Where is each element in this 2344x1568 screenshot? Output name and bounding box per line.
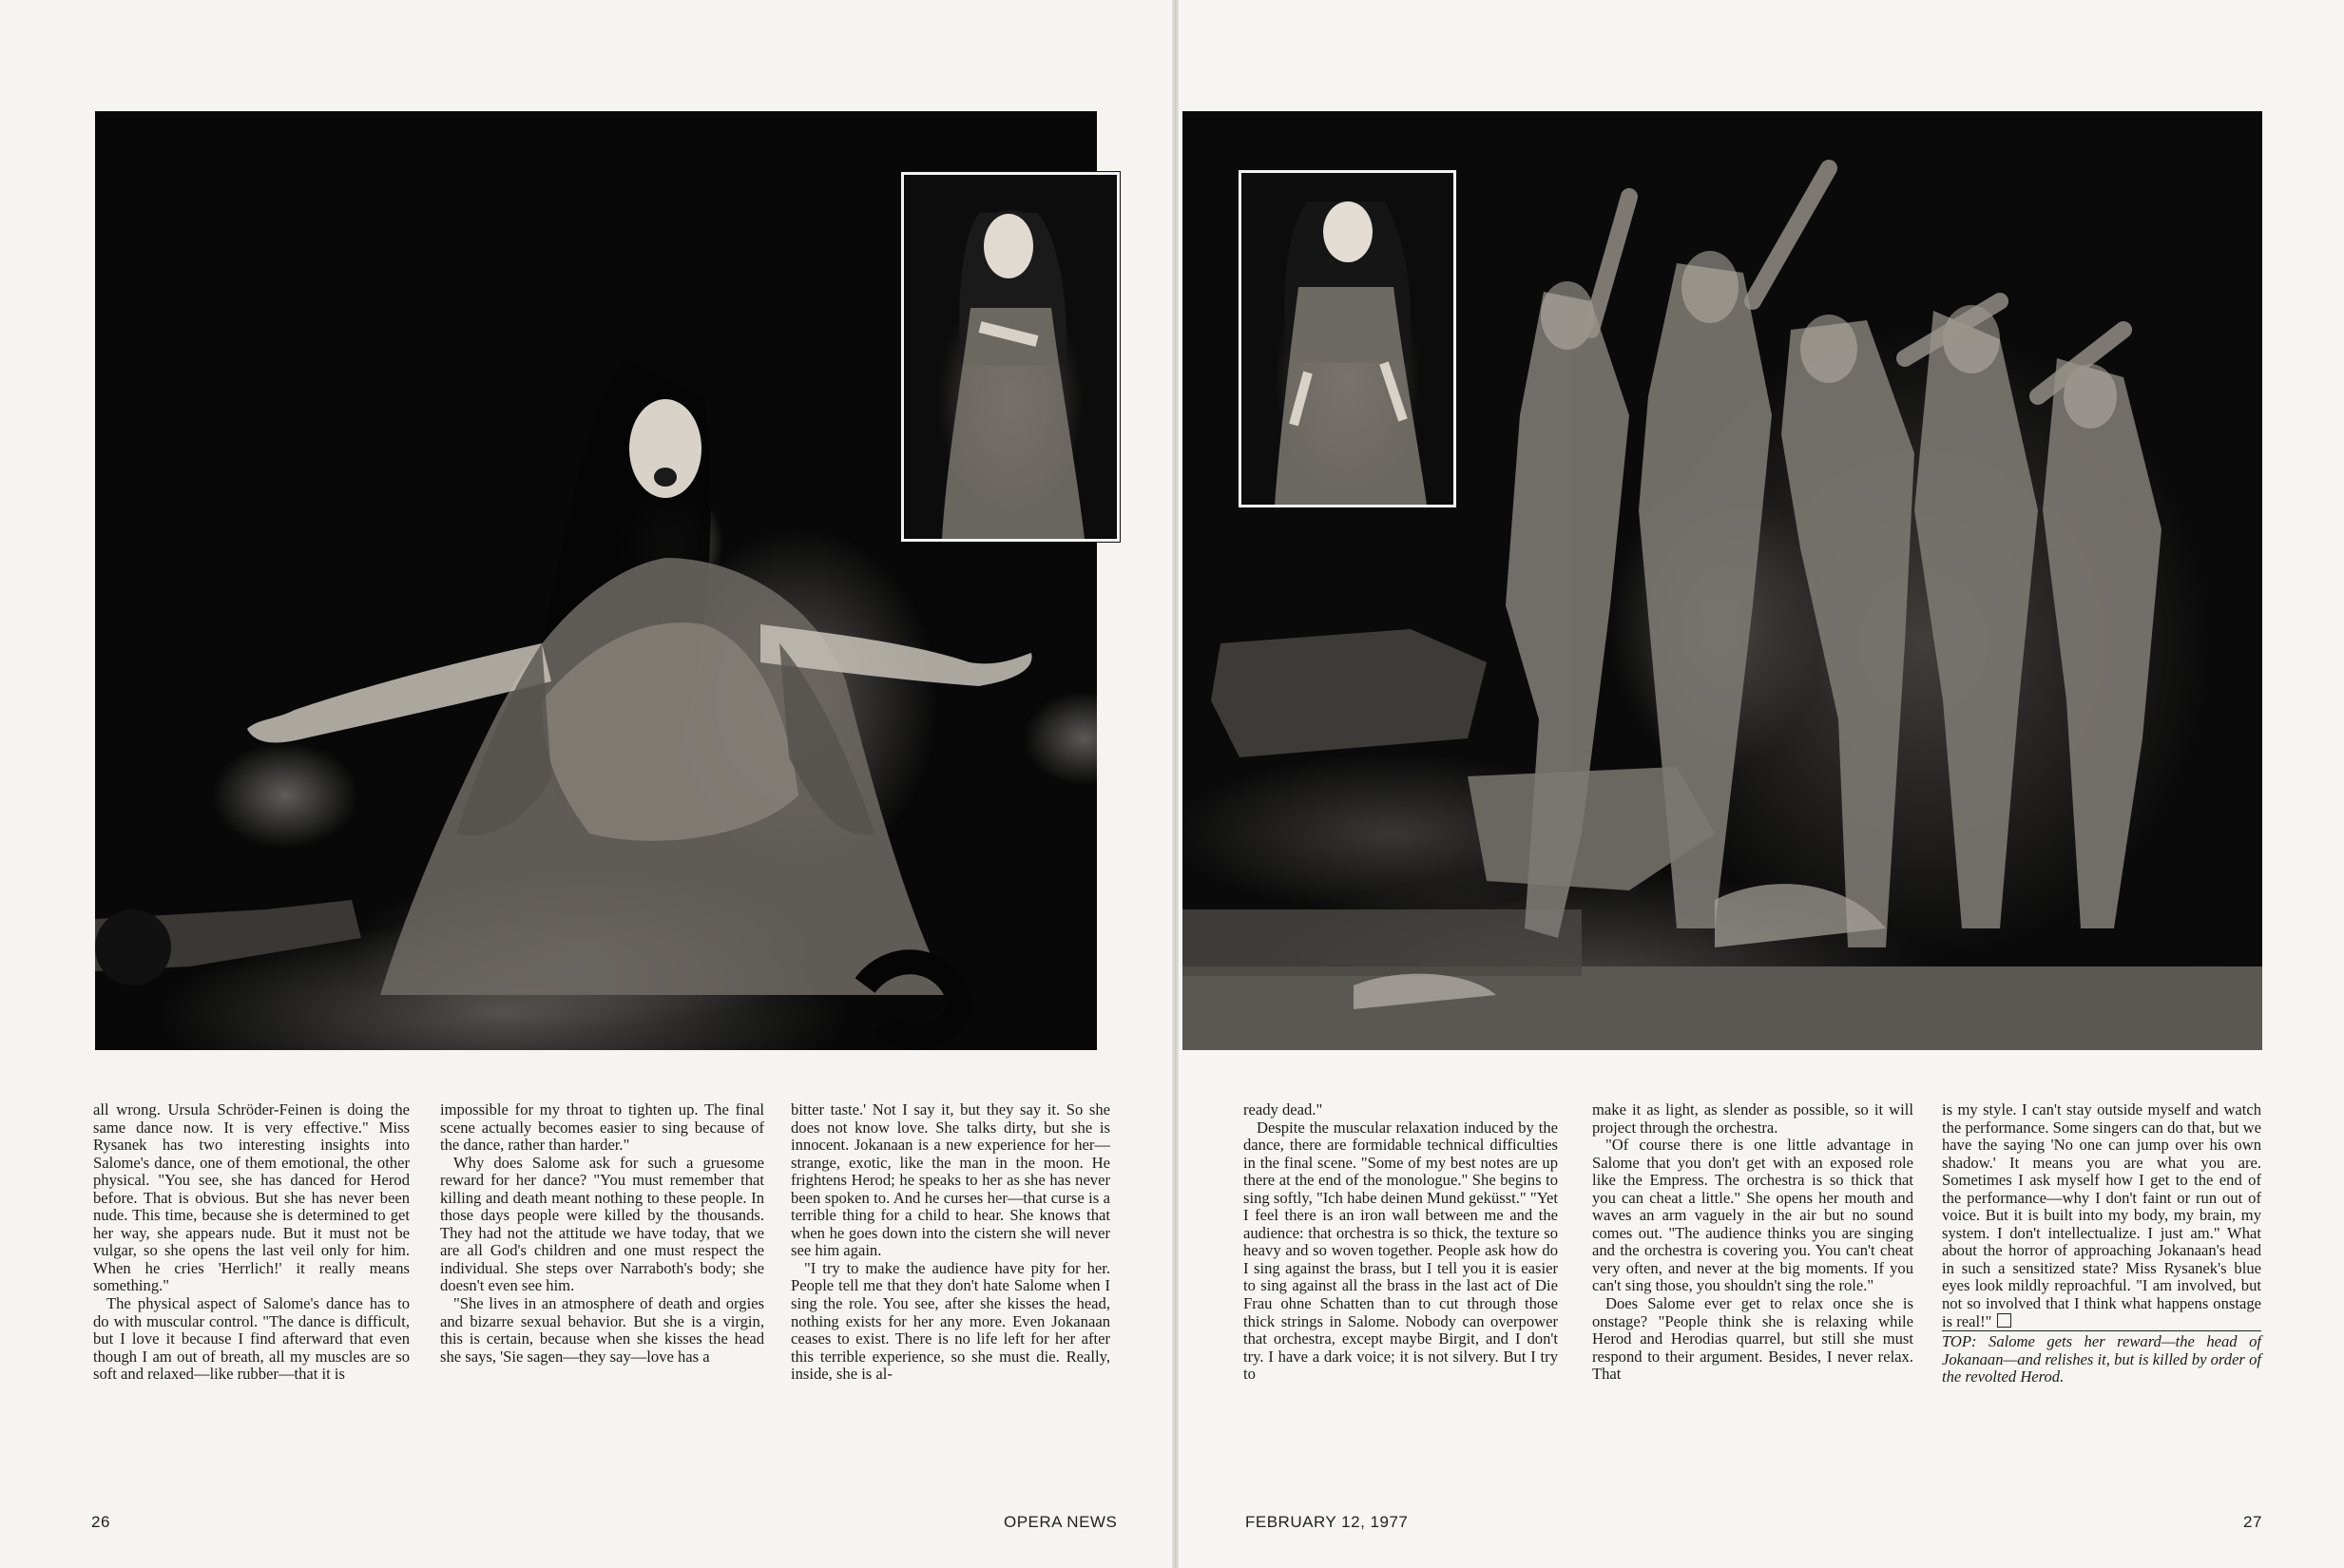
text-column-2 xyxy=(440,1101,764,1366)
magazine-name: OPERA NEWS xyxy=(1004,1513,1118,1531)
paragraph: impossible for my throat to tighten up. The final scene actually becomes easier to sing because of the dance, rather than harder." xyxy=(440,1100,764,1155)
paragraph xyxy=(1942,1101,2261,1330)
inset-figure xyxy=(904,175,1117,539)
paragraph: "Of course there is one little advantage in Salome that you don't get with an exposed role like the Empress. The orchestra is so thick that you can cheat a little." She opens her mouth and waves an arm vaguely in the air but no sound comes out. "The audience thinks you are singing and the orchestra is covering you. You can't cheat very often, and never at the big moments. If you can't sing those, you shouldn't sing the role." xyxy=(1592,1136,1913,1295)
text-column-5 xyxy=(1592,1101,1913,1384)
paragraph: The physical aspect of Salome's dance has to do with muscular control. "The dance is difficult, but I love it because I find afterward that even though I am out of breath, all my muscles are so soft and relaxed—like rubber—that it is xyxy=(93,1294,410,1384)
text-column-4 xyxy=(1243,1101,1558,1384)
issue-date: FEBRUARY 12, 1977 xyxy=(1245,1513,1409,1531)
paragraph: Does Salome ever get to relax once she is onstage? "People think she is relaxing while Herod and Herodias quarrel, but still she must respond to their argument. Besides, I never relax. That xyxy=(1592,1294,1913,1384)
photo-caption: TOP: Salome gets her reward—the head of Jokanaan—and relishes it, but is killed by order of the revolted Herod. xyxy=(1942,1332,2261,1386)
text-column-6 xyxy=(1942,1101,2261,1386)
inset-photo-salome-standing xyxy=(901,172,1120,542)
page-number-right: 27 xyxy=(2243,1513,2262,1531)
paragraph: ready dead." xyxy=(1243,1100,1323,1119)
page-gutter xyxy=(1172,0,1179,1568)
paragraph: Why does Salome ask for such a gruesome reward for her dance? "You must remember that killing and death meant nothing to these people. In those days people were killed by the thousands. They had not the attitude we have today, that we are all God's children and one must respect the individual. She steps over Narraboth's body; she doesn't even see him. xyxy=(440,1153,764,1295)
paragraph: Despite the muscular relaxation induced by the dance, there are formidable technical difficulties in the final scene. "Some of my best notes are up there at the end of the monologue." She begins to sing softly, "Ich habe deinen Mund geküsst." "Yet I feel there is an iron wall between me and the audience: that orchestra is so thick, the texture so heavy and so woven together. People ask how do I sing against the brass, but I tell you it is easier to sing against all the brass in the last act of Die Frau ohne Schatten than to cut through those thick strings in Salome. Nobody can overpower that orchestra, except maybe Birgit, and I don't try. I have a dark voice; it is not silvery. But I try to xyxy=(1243,1118,1558,1384)
paragraph: all wrong. Ursula Schröder-Feinen is doing the same dance now. It is very effective." Miss Rysanek has two interesting insights into Salome's dance, one of them emotional, the other physical. "You see, she has danced for Herod before. That is obvious. But she has never been nude. This time, because she is determined to get her way, she appears nude. But it must not be vulgar, so she opens the last veil only for him. When he cries 'Herrlich!' it really means something." xyxy=(93,1100,410,1295)
text-column-1 xyxy=(93,1101,410,1384)
inset-figure xyxy=(1241,173,1453,505)
paragraph: bitter taste.' Not I say it, but they say it. So she does not know love. She talks dirty, but she is innocent. Jokanaan is a new experience for her—strange, exotic, like the man in the moon. He frightens Herod; he speaks to her as she has never been spoken to. And he curses her—that curse is a terrible thing for a child to hear. She knows that when he goes down into the cistern she will never see him again. xyxy=(791,1100,1110,1260)
inset-photo-salome-holding-veil xyxy=(1239,170,1456,507)
article-text-end: is my style. I can't stay outside myself and watch the performance. Some singers can do that, but we have the saying 'No one can jump over his own shadow.' It means you are what you are. Sometimes I ask myself how I get to the end of the performance—why I don't faint or run out of voice. But it is built into my body, my brain, my system. I don't intellectualize. I just am." What about the horror of approaching Jokanaan's head in such a sensitized state? Miss Rysanek's blue eyes look mildly reproachful. "I am involved, but not so involved that I think what happens onstage is real!" xyxy=(1942,1100,2261,1330)
text-column-3 xyxy=(791,1101,1110,1384)
paragraph: "She lives in an atmosphere of death and orgies and bizarre sexual behavior. But she is a virgin, this is certain, because when she kisses the head she says, 'Sie sagen—they say—love has a xyxy=(440,1294,764,1366)
page-number-left: 26 xyxy=(91,1513,110,1531)
paragraph: make it as light, as slender as possible, so it will project through the orchestra. xyxy=(1592,1100,1913,1137)
paragraph: "I try to make the audience have pity for her. People tell me that they don't hate Salome when I sing the role. You see, after she kisses the head, nothing exists for her any more. Even Jokanaan ceases to exist. There is no life left for her after this terrible experience, so she must die. Really, inside, she is al- xyxy=(791,1258,1110,1384)
end-mark-icon xyxy=(1997,1313,2011,1328)
